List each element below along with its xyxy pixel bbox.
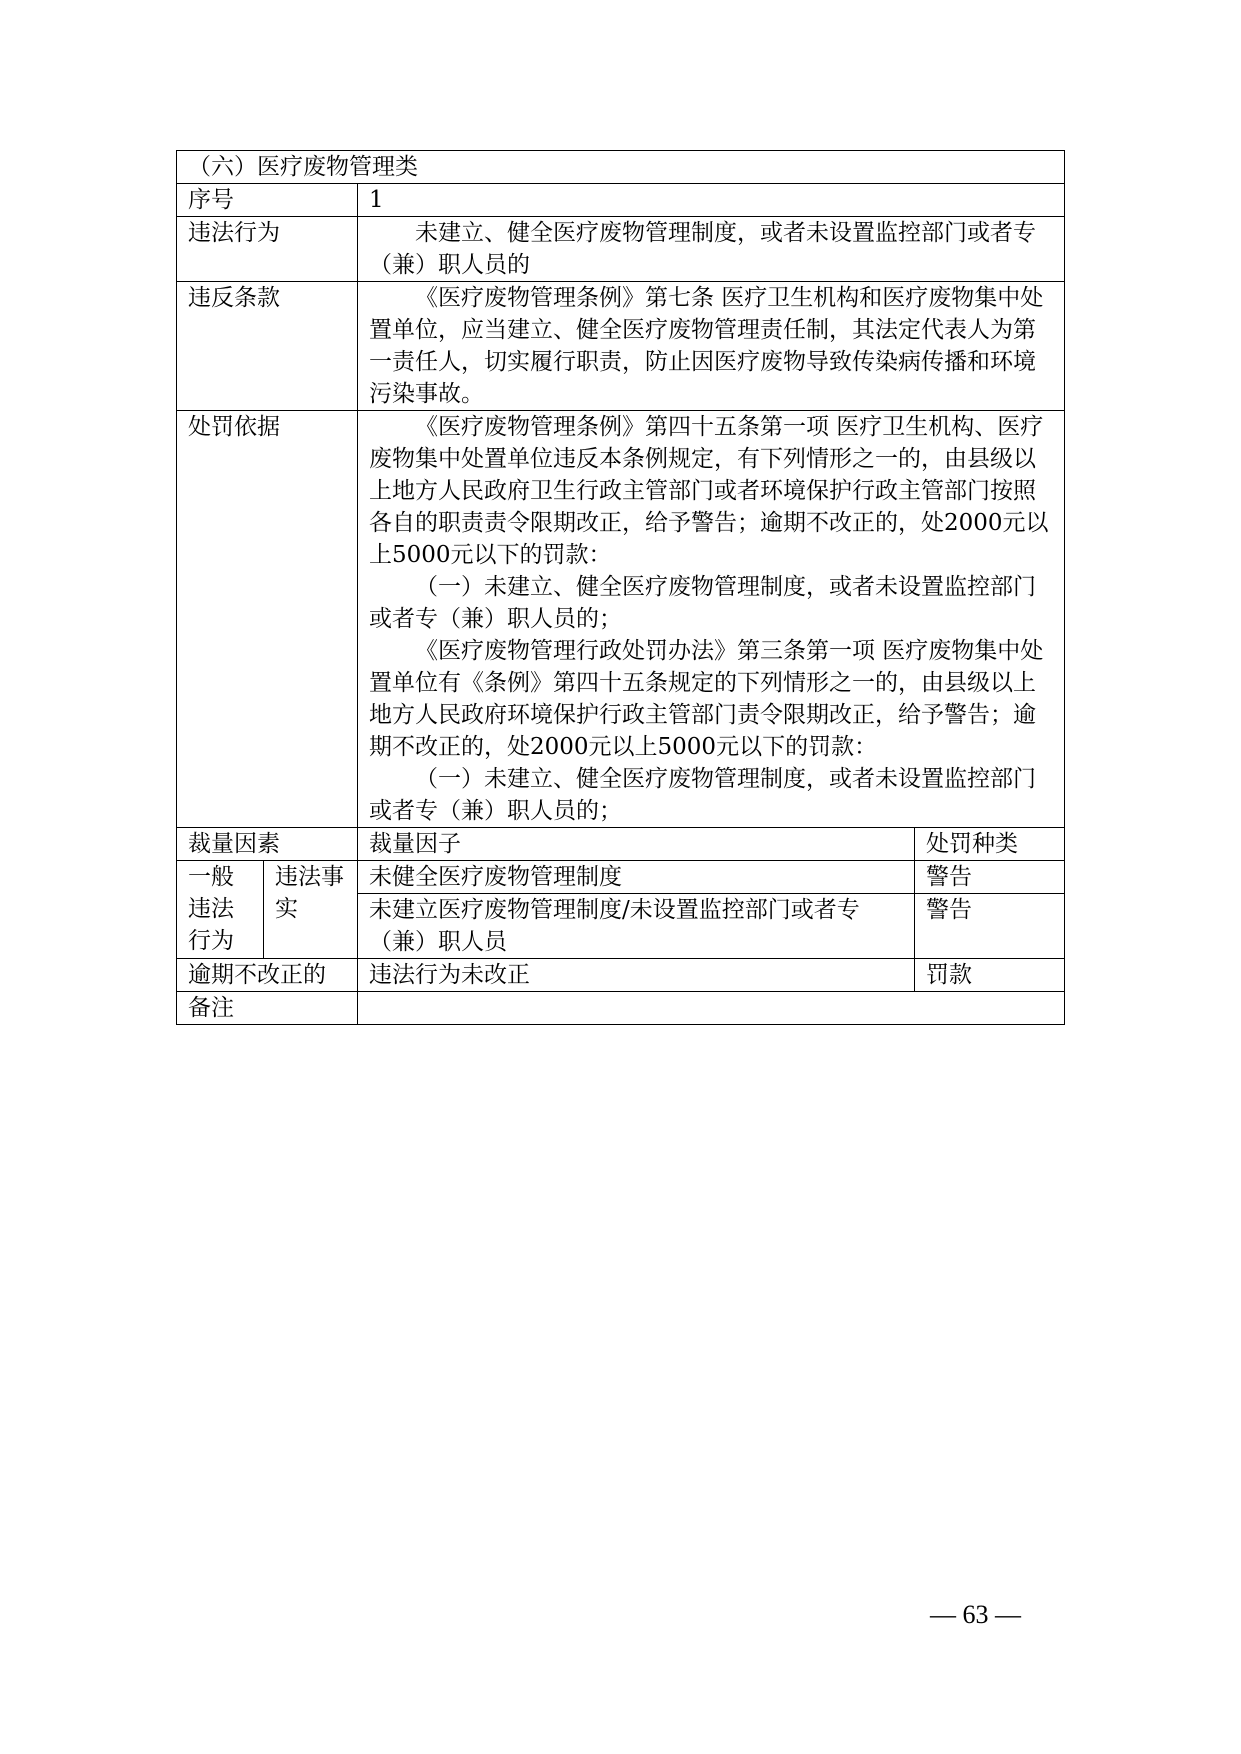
basis-paragraph: 《医疗废物管理行政处罚办法》第三条第一项 医疗废物集中处置单位有《条例》第四十五条规定的下列情形之一的，由县级以上地方人民政府环境保护行政主管部门责令限期改正，给予警告；逾期不改正的，处2000元以上5000元以下的罚款： [369, 638, 1044, 760]
page-number: — 63 — [930, 1600, 1021, 1629]
section-title: （六）医疗废物管理类 [177, 151, 1065, 184]
basis-paragraph: （一）未建立、健全医疗废物管理制度，或者未设置监控部门或者专（兼）职人员的； [369, 766, 1036, 824]
basis-label: 处罚依据 [177, 411, 358, 828]
penalty-cell: 警告 [915, 861, 1065, 894]
remarks-value [358, 992, 1065, 1025]
penalty-header: 处罚种类 [915, 828, 1065, 861]
clause-label: 违反条款 [177, 282, 358, 411]
overdue-penalty: 罚款 [915, 959, 1065, 992]
overdue-label: 逾期不改正的 [177, 959, 358, 992]
remarks-label: 备注 [177, 992, 358, 1025]
overdue-factor: 违法行为未改正 [358, 959, 915, 992]
overdue-row [177, 959, 1065, 992]
serial-value: 1 [358, 184, 1065, 217]
serial-row [177, 184, 1065, 217]
factor-cell: 未健全医疗废物管理制度 [358, 861, 915, 894]
basis-paragraph: 《医疗废物管理条例》第四十五条第一项 医疗卫生机构、医疗废物集中处置单位违反本条例规定，有下列情形之一的，由县级以上地方人民政府卫生行政主管部门或者环境保护行政主管部门按照各自的职责责令限期改正，给予警告；逾期不改正的，处2000元以上5000元以下的罚款： [369, 414, 1049, 568]
violation-text: 未建立、健全医疗废物管理制度，或者未设置监控部门或者专（兼）职人员的 [358, 217, 1065, 282]
discretion-header-row [177, 828, 1065, 861]
remarks-row [177, 992, 1065, 1025]
violation-label: 违法行为 [177, 217, 358, 282]
general-violation-label: 一般违法行为 [177, 861, 264, 959]
basis-paragraph: （一）未建立、健全医疗废物管理制度，或者未设置监控部门或者专（兼）职人员的； [369, 574, 1036, 632]
discretion-header: 裁量因素 [177, 828, 358, 861]
penalty-discretion-table [176, 150, 1065, 1025]
basis-row [177, 411, 1065, 828]
violation-fact-label: 违法事实 [264, 861, 358, 959]
factor-cell: 未建立医疗废物管理制度/未设置监控部门或者专（兼）职人员 [358, 894, 915, 959]
basis-text [358, 411, 1065, 828]
section-title-row [177, 151, 1065, 184]
clause-text: 《医疗废物管理条例》第七条 医疗卫生机构和医疗废物集中处置单位，应当建立、健全医疗废物管理责任制，其法定代表人为第一责任人，切实履行职责，防止因医疗废物导致传染病传播和环境污染事故。 [358, 282, 1065, 411]
clause-row [177, 282, 1065, 411]
penalty-cell: 警告 [915, 894, 1065, 959]
serial-label: 序号 [177, 184, 358, 217]
table-row [177, 861, 1065, 894]
violation-row [177, 217, 1065, 282]
factor-header: 裁量因子 [358, 828, 915, 861]
